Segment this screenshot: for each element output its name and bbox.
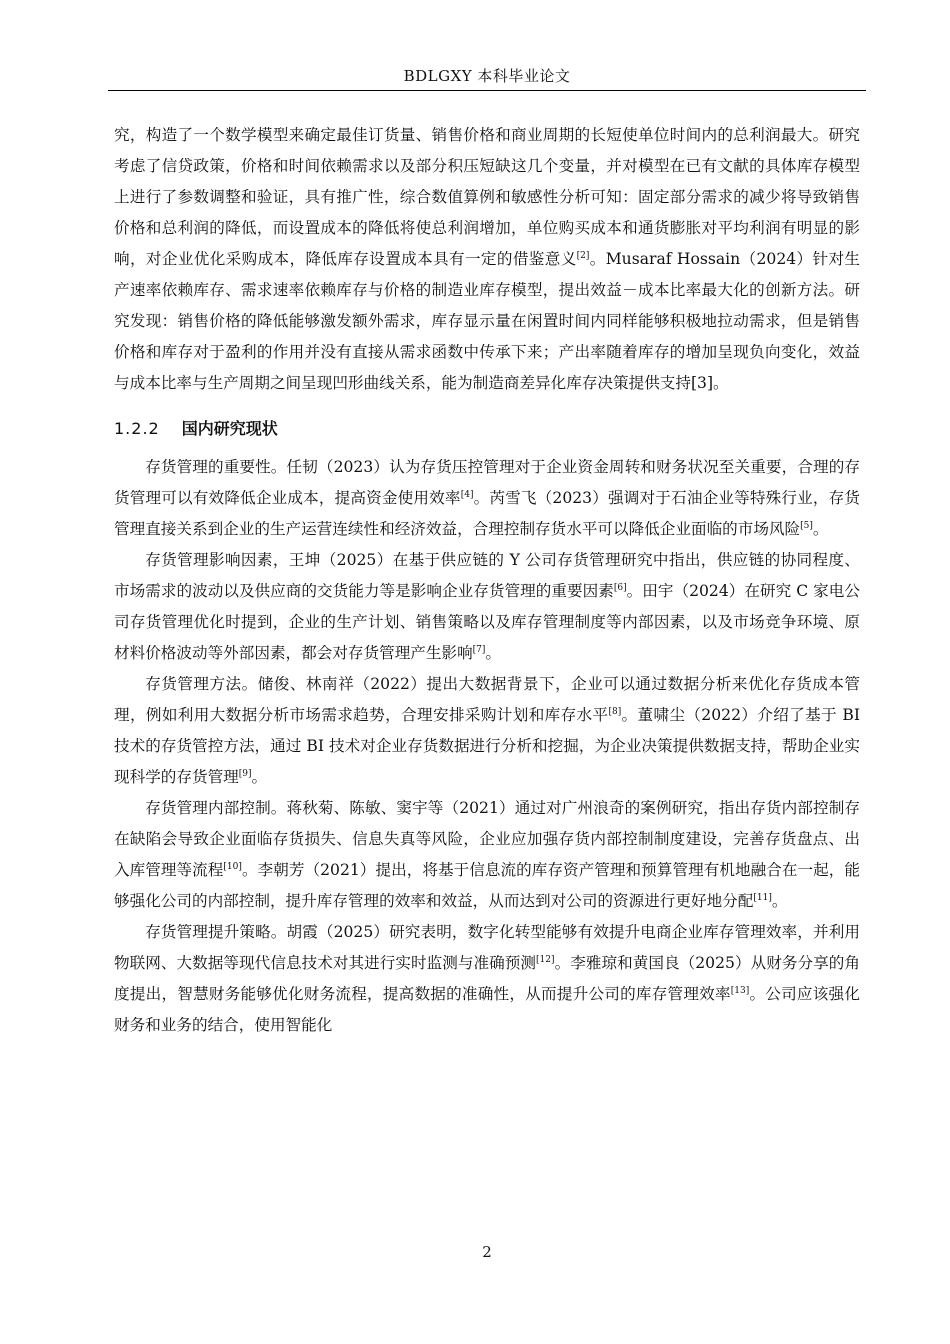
header-rule xyxy=(108,90,866,91)
paragraph xyxy=(114,793,860,917)
page-header-title: BDLGXY 本科毕业论文 xyxy=(403,67,571,85)
paragraph-text: 。董啸尘（2022）介绍了基于 BI 技术的存货管控方法，通过 BI 技术对企业存货数据进行分析和挖掘，为企业决策提供数据支持，帮助企业实现科学的存货管理 xyxy=(114,706,860,786)
citation-reference: [11] xyxy=(753,893,772,903)
citation-reference: [7] xyxy=(472,645,486,655)
paragraph-text: 。田宇（2024）在研究 C 家电公司存货管理优化时提到，企业的生产计划、销售策略以及库存管理制度等内部因素，以及市场竞争环境、原材料价格波动等外部因素，都会对存货管理产生影响 xyxy=(114,582,860,662)
page-number: 2 xyxy=(482,1243,492,1261)
paragraph-text: 。 xyxy=(771,892,788,910)
paragraph xyxy=(114,120,860,399)
paragraph-text: 。 xyxy=(812,520,829,538)
paragraph xyxy=(114,452,860,545)
paragraph-text: 存货管理方法。储俊、林南祥（2022）提出大数据背景下，企业可以通过数据分析来优化存货成本管理，例如利用大数据分析市场需求趋势，合理安排采购计划和库存水平 xyxy=(114,675,860,724)
paragraph-text: 存货管理的重要性。任韧（2023）认为存货压控管理对于企业资金周转和财务状况至关重要，合理的存货管理可以有效降低企业成本，提高资金使用效率 xyxy=(114,458,860,507)
paragraph-text: 。 xyxy=(251,768,268,786)
paragraph-text: 。公司应该强化财务和业务的结合，使用智能化 xyxy=(114,985,860,1034)
citation-reference: [13] xyxy=(730,986,750,996)
paragraph-text: 。李雅琼和黄国良（2025）从财务分享的角度提出，智慧财务能够优化财务流程，提高数据的准确性，从而提升公司的库存管理效率 xyxy=(114,954,860,1003)
paragraph-text: 。Musaraf Hossain（2024）针对生产速率依赖库存、需求速率依赖库存与价格的制造业库存模型，提出效益－成本比率最大化的创新方法。研究发现：销售价格的降低能够激发额外需求，库存显示量在闲置时间内同样能够积极地拉动需求，但是销售价格和库存对于盈利的作用并没有直接从需求函数中传承下来；产出率随着库存的增加呈现负向变化，效益与成本比率与生产周期之间呈现凹形曲线关系，能为制造商差异化库存决策提供支持[3]。 xyxy=(114,250,860,392)
citation-reference: [4] xyxy=(460,490,474,500)
paragraph-text: 。李朝芳（2021）提出，将基于信息流的库存资产管理和预算管理有机地融合在一起，能够强化公司的内部控制，提升库存管理的效率和效益，从而达到对公司的资源进行更好地分配 xyxy=(114,861,860,910)
paragraph-text: 存货管理内部控制。蒋秋菊、陈敏、窦宇等（2021）通过对广州浪奇的案例研究，指出存货内部控制存在缺陷会导致企业面临存货损失、信息失真等风险，企业应加强存货内部控制制度建设，完善存货盘点、出入库管理等流程 xyxy=(114,799,860,879)
citation-reference: [10] xyxy=(223,862,242,872)
section-number: 1.2.2 xyxy=(114,419,160,438)
section-title: 国内研究现状 xyxy=(181,419,278,438)
paragraph-text: 究，构造了一个数学模型来确定最佳订货量、销售价格和商业周期的长短使单位时间内的总利润最大。研究考虑了信贷政策，价格和时间依赖需求以及部分积压短缺这几个变量，并对模型在已有文献的具体库存模型上进行了参数调整和验证，具有推广性，综合数值算例和敏感性分析可知：固定部分需求的减少将导致销售价格和总利润的降低，而设置成本的降低将使总利润增加，单位购买成本和通货膨胀对平均利润有明显的影响，对企业优化采购成本，降低库存设置成本具有一定的借鉴意义 xyxy=(114,126,860,268)
citation-reference: [5] xyxy=(800,521,813,531)
paragraph-text: 。芮雪飞（2023）强调对于石油企业等特殊行业，存货管理直接关系到企业的生产运营连续性和经济效益，合理控制存货水平可以降低企业面临的市场风险 xyxy=(114,489,860,538)
citation-reference: [2] xyxy=(576,251,590,261)
paragraph xyxy=(114,545,860,669)
citation-reference: [12] xyxy=(536,955,555,965)
citation-reference: [9] xyxy=(238,769,252,779)
section-heading xyxy=(114,413,860,444)
paragraph-text: 存货管理影响因素，王坤（2025）在基于供应链的 Y 公司存货管理研究中指出，供应链的协同程度、市场需求的波动以及供应商的交货能力等是影响企业存货管理的重要因素 xyxy=(114,551,860,600)
paragraph xyxy=(114,917,860,1041)
paragraph-text: 存货管理提升策略。胡霞（2025）研究表明，数字化转型能够有效提升电商企业库存管理效率，并利用物联网、大数据等现代信息技术对其进行实时监测与准确预测 xyxy=(114,923,860,972)
citation-reference: [8] xyxy=(608,707,622,717)
paragraph xyxy=(114,669,860,793)
document-body xyxy=(114,120,860,1041)
citation-reference: [6] xyxy=(613,583,627,593)
paragraph-text: 。 xyxy=(485,644,502,662)
